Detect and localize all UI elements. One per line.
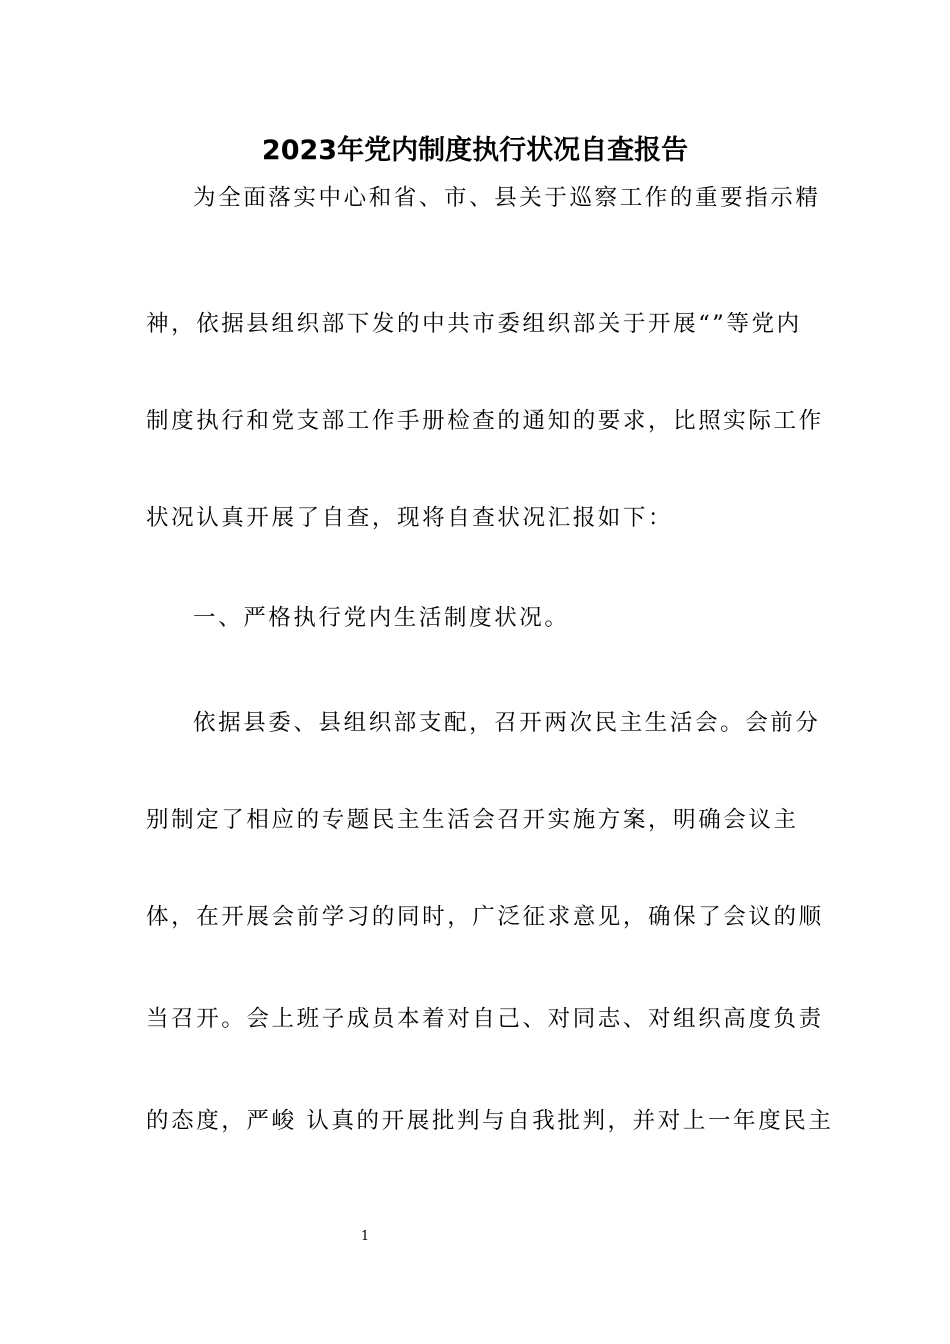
section-heading-1: 一、严格执行党内生活制度状况。 — [193, 605, 570, 631]
document-title: 2023年党内制度执行状况自查报告 — [261, 135, 689, 166]
paragraph-line-8: 当召开。会上班子成员本着对自己、对同志、对组织高度负责 — [146, 1006, 824, 1032]
paragraph-line-9: 的态度，严峻 认真的开展批判与自我批判，并对上一年度民主 — [146, 1108, 834, 1134]
paragraph-line-6: 别制定了相应的专题民主生活会召开实施方案，明确会议主 — [146, 807, 799, 833]
paragraph-line-2: 神，依据县组织部下发的中共市委组织部关于开展“”等党内 — [146, 311, 802, 337]
paragraph-line-1: 为全面落实中心和省、市、县关于巡察工作的重要指示精 — [193, 185, 821, 211]
paragraph-line-4: 状况认真开展了自查，现将自查状况汇报如下： — [146, 505, 674, 531]
paragraph-line-3: 制度执行和党支部工作手册检查的通知的要求，比照实际工作 — [146, 408, 824, 434]
page-number: 1 — [360, 1229, 370, 1244]
paragraph-line-5: 依据县委、县组织部支配，召开两次民主生活会。会前分 — [193, 710, 821, 736]
paragraph-line-7: 体，在开展会前学习的同时，广泛征求意见，确保了会议的顺 — [146, 904, 824, 930]
